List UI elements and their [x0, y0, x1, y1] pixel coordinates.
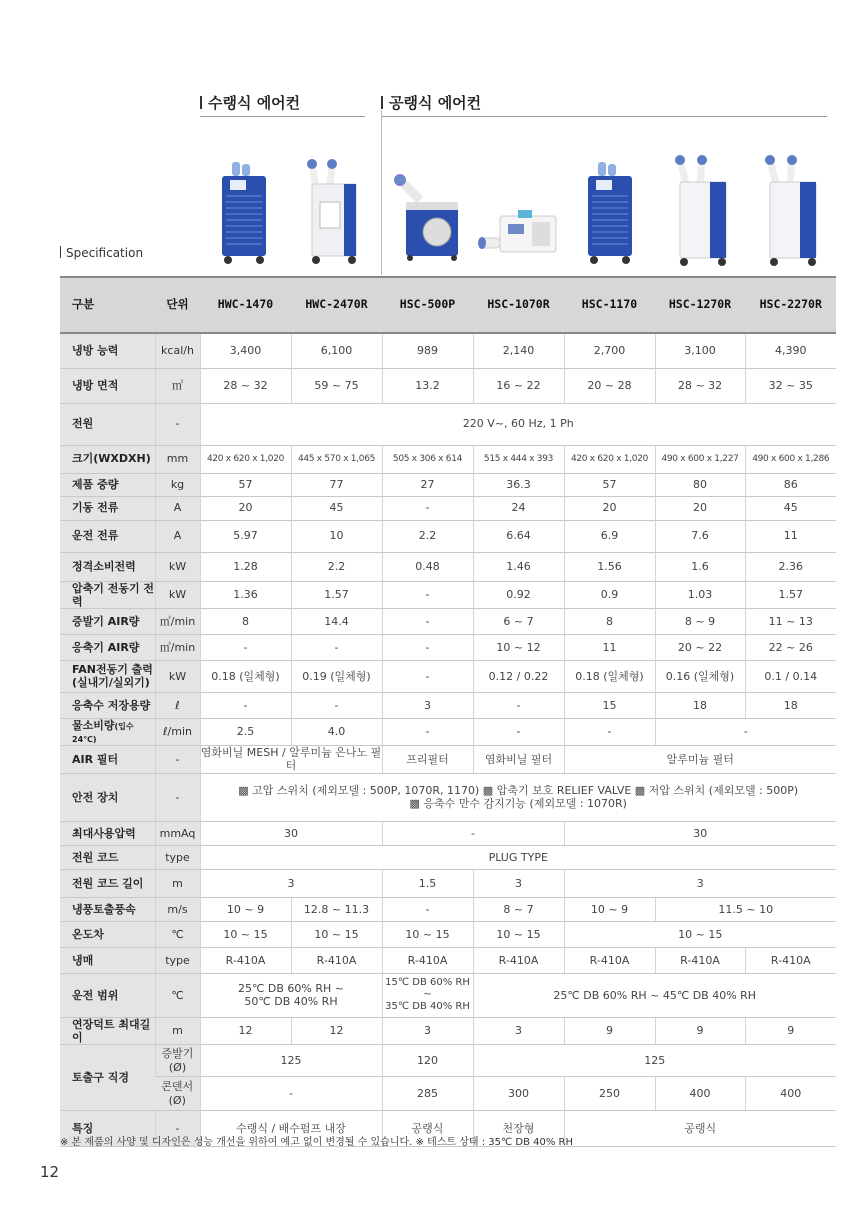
cell: 14.4: [291, 608, 382, 634]
cell: 염화비닐 MESH / 알루미늄 은나노 필터: [200, 746, 382, 773]
table-row: [60, 692, 836, 718]
table-row: [60, 773, 836, 821]
cell: 15: [564, 692, 655, 718]
cell: -: [382, 660, 473, 692]
row-label: 연장덕트 최대길이: [60, 1017, 155, 1044]
row-label: 제품 중량: [60, 473, 155, 496]
cell: 25℃ DB 60% RH ~ 45℃ DB 40% RH: [473, 973, 836, 1017]
cell: 18: [655, 692, 745, 718]
row-unit: kW: [155, 552, 200, 581]
table-row: [60, 552, 836, 581]
cell: 445 x 570 x 1,065: [291, 445, 382, 473]
cell: -: [291, 692, 382, 718]
row-unit: m: [155, 869, 200, 897]
cell: 125: [200, 1045, 382, 1077]
row-label: 전원 코드 길이: [60, 869, 155, 897]
cell: 6.64: [473, 520, 564, 552]
product-image-hsc-1270r: [672, 154, 728, 268]
row-unit: -: [155, 1111, 200, 1147]
row-unit: type: [155, 947, 200, 973]
cell: 15℃ DB 60% RH ~ 35℃ DB 40% RH: [382, 973, 473, 1017]
cell: 220 V~, 60 Hz, 1 Ph: [200, 403, 836, 445]
cell: -: [200, 1077, 382, 1111]
divider: [200, 116, 365, 117]
row-label: 냉방 면적: [60, 368, 155, 403]
cell: 수랭식 / 배수펌프 내장: [200, 1111, 382, 1147]
table-row: [60, 897, 836, 921]
table-row: [60, 921, 836, 947]
product-image-hwc-2470r: [304, 158, 360, 268]
cell: 420 x 620 x 1,020: [564, 445, 655, 473]
cell: -: [291, 634, 382, 660]
cell: 10 ~ 15: [291, 921, 382, 947]
cell: 11: [564, 634, 655, 660]
cell: 4.0: [291, 718, 382, 745]
table-row: [60, 947, 836, 973]
row-unit: -: [155, 773, 200, 821]
cell: 2,140: [473, 333, 564, 368]
cell: 515 x 444 x 393: [473, 445, 564, 473]
cell: 86: [745, 473, 836, 496]
cell: 3: [200, 869, 382, 897]
header-unit: 단위: [155, 277, 200, 333]
cell: 2,700: [564, 333, 655, 368]
cell: 0.9: [564, 581, 655, 608]
cell: R-410A: [745, 947, 836, 973]
spec-table: [60, 276, 836, 1147]
cell: 2.5: [200, 718, 291, 745]
cell: 알루미늄 필터: [564, 746, 836, 773]
cell: -: [382, 718, 473, 745]
row-unit: kg: [155, 473, 200, 496]
cell: 2.2: [291, 552, 382, 581]
cell: 22 ~ 26: [745, 634, 836, 660]
row-label: 냉매: [60, 947, 155, 973]
category-air-cooled: 공랭식 에어컨: [381, 92, 481, 113]
cell: 3: [564, 869, 836, 897]
cell: 28 ~ 32: [200, 368, 291, 403]
table-row: [60, 845, 836, 869]
cell: 0.18 (일체형): [200, 660, 291, 692]
cell: 27: [382, 473, 473, 496]
cell: 1.36: [200, 581, 291, 608]
cell: 18: [745, 692, 836, 718]
row-unit: -: [155, 403, 200, 445]
divider: [381, 110, 382, 275]
cell: 1.56: [564, 552, 655, 581]
table-row: [60, 973, 836, 1017]
table-row: [60, 520, 836, 552]
product-image-hsc-1170: [584, 162, 636, 266]
model-name: HSC-500P: [382, 277, 473, 333]
cell: 프리필터: [382, 746, 473, 773]
cell: -: [382, 608, 473, 634]
table-row: [60, 634, 836, 660]
cell: 11 ~ 13: [745, 608, 836, 634]
cell: 20: [564, 496, 655, 520]
cell: 1.6: [655, 552, 745, 581]
product-image-hsc-1070r: [478, 208, 560, 258]
divider: [381, 116, 827, 117]
cell: 11: [745, 520, 836, 552]
cell: 0.1 / 0.14: [745, 660, 836, 692]
cell: 3: [382, 692, 473, 718]
row-unit: kW: [155, 660, 200, 692]
row-label: 크기(WXDXH): [60, 445, 155, 473]
row-label: 정격소비전력: [60, 552, 155, 581]
model-name: HSC-1270R: [655, 277, 745, 333]
table-row: [60, 1017, 836, 1044]
row-label: 증발기 AIR량: [60, 608, 155, 634]
model-name: HWC-1470: [200, 277, 291, 333]
cell: 5.97: [200, 520, 291, 552]
table-row: [60, 473, 836, 496]
table-row: [60, 368, 836, 403]
cell: 10 ~ 15: [564, 921, 836, 947]
row-label: 전원 코드: [60, 845, 155, 869]
cell: R-410A: [200, 947, 291, 973]
cell: 공랭식: [382, 1111, 473, 1147]
cell: 10 ~ 15: [200, 921, 291, 947]
cell: 20 ~ 28: [564, 368, 655, 403]
table-row: [60, 445, 836, 473]
cell: 0.18 (일체형): [564, 660, 655, 692]
cell: 4,390: [745, 333, 836, 368]
table-row: [60, 1045, 836, 1077]
header-label: 구분: [60, 277, 155, 333]
table-row: [60, 660, 836, 692]
cell: 32 ~ 35: [745, 368, 836, 403]
row-label: 토출구 직경: [60, 1045, 155, 1111]
cell: 3: [382, 1017, 473, 1044]
cell: 0.92: [473, 581, 564, 608]
spec-title: Specification: [60, 246, 143, 260]
cell-line: ▩ 고압 스위치 (제외모델 : 500P, 1070R, 1170) ▩ 압축기 보호 RELIEF VALVE ▩ 저압 스위치 (제외모델 : 500P): [238, 783, 799, 797]
cell: 10 ~ 9: [564, 897, 655, 921]
row-label: 냉풍토출풍속: [60, 897, 155, 921]
cell: 7.6: [655, 520, 745, 552]
table-row: [60, 1077, 836, 1111]
model-name: HWC-2470R: [291, 277, 382, 333]
cell: R-410A: [564, 947, 655, 973]
cell: 0.12 / 0.22: [473, 660, 564, 692]
cell: R-410A: [382, 947, 473, 973]
model-name: HSC-1070R: [473, 277, 564, 333]
cell: R-410A: [291, 947, 382, 973]
product-image-hsc-2270r: [762, 154, 818, 268]
row-unit: -: [155, 746, 200, 773]
cell: 57: [564, 473, 655, 496]
row-label: 전원: [60, 403, 155, 445]
cell: 8: [200, 608, 291, 634]
row-label: 최대사용압력: [60, 821, 155, 845]
row-unit: kcal/h: [155, 333, 200, 368]
cell: 1.28: [200, 552, 291, 581]
row-unit: ℓ: [155, 692, 200, 718]
footnote: ※ 본 제품의 사양 및 디자인은 성능 개선을 위하여 예고 없이 변경될 수 있습니다. ※ 테스트 상태 : 35℃ DB 40% RH: [60, 1137, 574, 1148]
row-unit: ℃: [155, 921, 200, 947]
table-row: [60, 608, 836, 634]
cell: 6 ~ 7: [473, 608, 564, 634]
model-name: HSC-1170: [564, 277, 655, 333]
cell: 505 x 306 x 614: [382, 445, 473, 473]
cell: 20: [200, 496, 291, 520]
cell: 80: [655, 473, 745, 496]
category-water-cooled: 수랭식 에어컨: [200, 92, 300, 113]
row-label-line: FAN전동기 출력: [72, 663, 153, 677]
cell: 45: [291, 496, 382, 520]
cell: -: [473, 718, 564, 745]
cell: -: [382, 897, 473, 921]
cell: 11.5 ~ 10: [655, 897, 836, 921]
cell: 13.2: [382, 368, 473, 403]
cell: PLUG TYPE: [200, 845, 836, 869]
row-unit: m: [155, 1017, 200, 1044]
cell: 989: [382, 333, 473, 368]
cell: 12: [291, 1017, 382, 1044]
cell: 77: [291, 473, 382, 496]
cell: 1.03: [655, 581, 745, 608]
row-label: 온도차: [60, 921, 155, 947]
row-unit: 증발기 (Ø): [155, 1045, 200, 1077]
cell: -: [200, 692, 291, 718]
cell: 0.19 (일체형): [291, 660, 382, 692]
row-unit: ㎥/min: [155, 634, 200, 660]
page-number: 12: [40, 1163, 60, 1181]
cell: 125: [473, 1045, 836, 1077]
cell: -: [382, 496, 473, 520]
cell: 1.57: [745, 581, 836, 608]
cell: -: [655, 718, 836, 745]
cell: 염화비닐 필터: [473, 746, 564, 773]
row-unit: A: [155, 520, 200, 552]
table-row: [60, 403, 836, 445]
row-label: [60, 660, 155, 692]
cell: 490 x 600 x 1,286: [745, 445, 836, 473]
cell: [200, 773, 836, 821]
cell: 8: [564, 608, 655, 634]
cell: 30: [564, 821, 836, 845]
product-image-hwc-1470: [218, 162, 270, 266]
product-image-hsc-500p: [392, 170, 462, 262]
row-unit: ㎥/min: [155, 608, 200, 634]
cell: 10: [291, 520, 382, 552]
cell: 공랭식: [564, 1111, 836, 1147]
cell: 10 ~ 9: [200, 897, 291, 921]
row-unit: m/s: [155, 897, 200, 921]
row-label: 응축기 AIR량: [60, 634, 155, 660]
cell: 400: [655, 1077, 745, 1111]
cell: -: [382, 634, 473, 660]
cell: 9: [745, 1017, 836, 1044]
cell: 20 ~ 22: [655, 634, 745, 660]
cell: 12: [200, 1017, 291, 1044]
cell: 10 ~ 15: [382, 921, 473, 947]
cell: 400: [745, 1077, 836, 1111]
table-row: [60, 869, 836, 897]
table-header-row: [60, 277, 836, 333]
cell: 1.46: [473, 552, 564, 581]
cell: 2.2: [382, 520, 473, 552]
row-label-line: (실내기/실외기): [72, 676, 150, 690]
table-row: [60, 496, 836, 520]
cell: 24: [473, 496, 564, 520]
cell: 59 ~ 75: [291, 368, 382, 403]
cell: 490 x 600 x 1,227: [655, 445, 745, 473]
row-unit: kW: [155, 581, 200, 608]
cell: 36.3: [473, 473, 564, 496]
cell: 10 ~ 15: [473, 921, 564, 947]
cell: 30: [200, 821, 382, 845]
row-unit: A: [155, 496, 200, 520]
cell: 6.9: [564, 520, 655, 552]
row-unit: type: [155, 845, 200, 869]
cell: 2.36: [745, 552, 836, 581]
cell: 8 ~ 9: [655, 608, 745, 634]
cell: 1.57: [291, 581, 382, 608]
row-label: 기동 전류: [60, 496, 155, 520]
cell-line: ▩ 응축수 만수 감지기능 (제외모델 : 1070R): [409, 797, 627, 811]
row-unit: 콘덴서 (Ø): [155, 1077, 200, 1111]
cell: 57: [200, 473, 291, 496]
cell: -: [382, 821, 564, 845]
cell: 10 ~ 12: [473, 634, 564, 660]
table-row: [60, 821, 836, 845]
row-label: 운전 범위: [60, 973, 155, 1017]
cell: 28 ~ 32: [655, 368, 745, 403]
row-label: 응축수 저장용량: [60, 692, 155, 718]
row-label: 특징: [60, 1111, 155, 1147]
cell: 16 ~ 22: [473, 368, 564, 403]
cell: 45: [745, 496, 836, 520]
row-unit: mm: [155, 445, 200, 473]
row-unit: ℓ/min: [155, 718, 200, 745]
row-label: AIR 필터: [60, 746, 155, 773]
table-row: [60, 718, 836, 745]
cell: 25℃ DB 60% RH ~ 50℃ DB 40% RH: [200, 973, 382, 1017]
cell: R-410A: [655, 947, 745, 973]
cell: 0.16 (일체형): [655, 660, 745, 692]
cell: 3,400: [200, 333, 291, 368]
row-label: 운전 전류: [60, 520, 155, 552]
cell: -: [200, 634, 291, 660]
cell: 0.48: [382, 552, 473, 581]
cell: 285: [382, 1077, 473, 1111]
cell: 1.5: [382, 869, 473, 897]
cell: 12.8 ~ 11.3: [291, 897, 382, 921]
cell: 천장형: [473, 1111, 564, 1147]
table-row: [60, 333, 836, 368]
table-row: [60, 581, 836, 608]
model-name: HSC-2270R: [745, 277, 836, 333]
cell: 3,100: [655, 333, 745, 368]
cell: 9: [655, 1017, 745, 1044]
cell: 3: [473, 1017, 564, 1044]
table-row: [60, 746, 836, 773]
row-label: 안전 장치: [60, 773, 155, 821]
row-label: 물소비량(입수24℃): [60, 718, 155, 745]
cell: -: [564, 718, 655, 745]
row-label: 냉방 능력: [60, 333, 155, 368]
row-unit: ㎡: [155, 368, 200, 403]
cell: R-410A: [473, 947, 564, 973]
cell: 3: [473, 869, 564, 897]
cell: -: [473, 692, 564, 718]
cell: -: [382, 581, 473, 608]
cell: 300: [473, 1077, 564, 1111]
cell: 250: [564, 1077, 655, 1111]
cell: 420 x 620 x 1,020: [200, 445, 291, 473]
cell: 120: [382, 1045, 473, 1077]
row-unit: ℃: [155, 973, 200, 1017]
cell: 6,100: [291, 333, 382, 368]
cell: 8 ~ 7: [473, 897, 564, 921]
row-label: 압축기 전동기 전력: [60, 581, 155, 608]
row-unit: mmAq: [155, 821, 200, 845]
cell: 20: [655, 496, 745, 520]
cell: 9: [564, 1017, 655, 1044]
